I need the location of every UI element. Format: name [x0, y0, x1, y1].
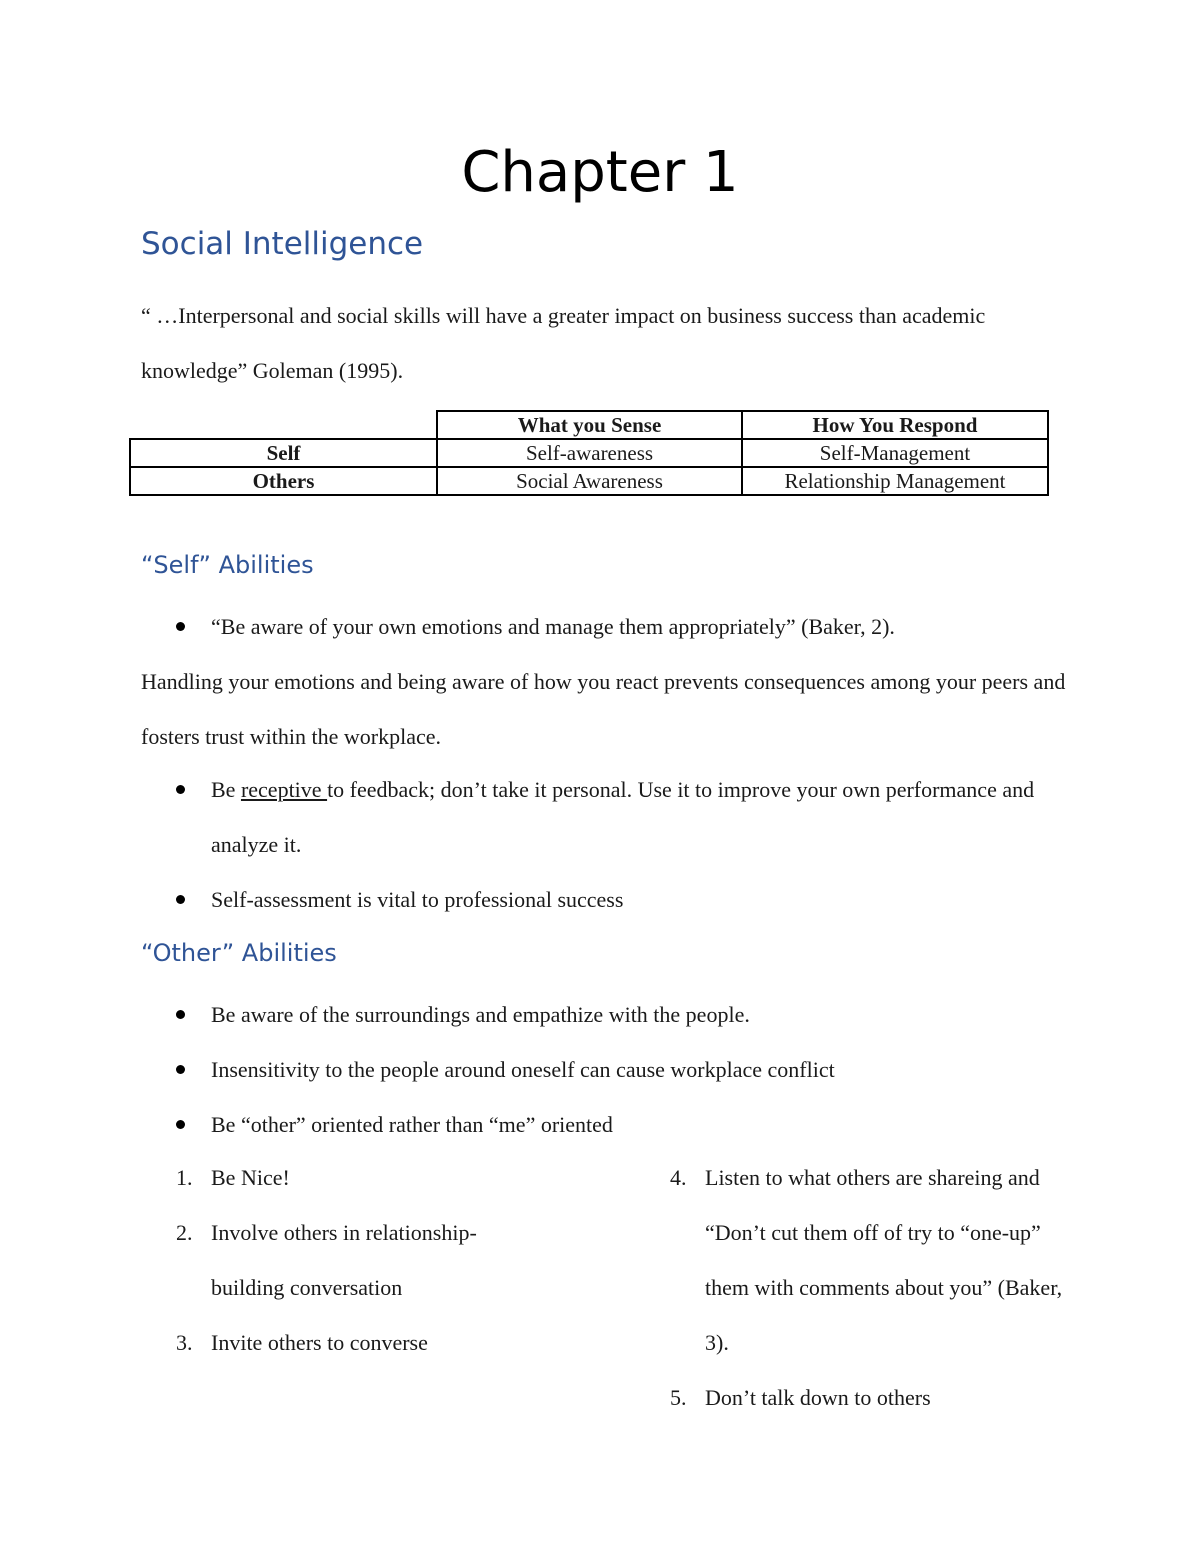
table-corner-cell: [130, 411, 437, 439]
list-item-text-pre: Be: [211, 777, 241, 802]
list-item: [176, 1315, 516, 1370]
section-heading-social-intelligence: Social Intelligence: [141, 226, 424, 262]
list-item: [141, 762, 1071, 872]
self-bullet-list-1: [141, 599, 1071, 654]
table-header-cell: How You Respond: [742, 411, 1048, 439]
list-item-text: Don’t talk down to others: [705, 1385, 931, 1410]
bullet-icon: [176, 622, 185, 631]
list-item-text-post: to feedback; don’t take it personal. Use it to improve your own performance and analyze it.: [211, 777, 1035, 857]
list-item: [141, 987, 1071, 1042]
list-item: [141, 599, 1071, 654]
list-item: [670, 1370, 1070, 1425]
goleman-quote: “ …Interpersonal and social skills will have a greater impact on business success than academic knowledge” Goleman (1995).: [141, 303, 986, 383]
bullet-icon: [176, 785, 185, 794]
list-item: [670, 1150, 1070, 1370]
table-cell: Self-awareness: [437, 439, 742, 467]
numbered-list-right: [670, 1150, 1070, 1425]
list-item-text: Involve others in relationship-building conversation: [211, 1220, 477, 1300]
list-item: [176, 1150, 516, 1205]
table-row: [130, 467, 1048, 495]
section-heading-self-abilities: “Self” Abilities: [141, 551, 314, 579]
list-item-text: “Be aware of your own emotions and manage them appropriately” (Baker, 2).: [211, 614, 895, 639]
table-row: [130, 439, 1048, 467]
bullet-icon: [176, 895, 185, 904]
social-intelligence-table: [129, 410, 1049, 496]
list-item-text: Insensitivity to the people around oneself can cause workplace conflict: [211, 1057, 835, 1082]
bullet-icon: [176, 1120, 185, 1129]
list-number: 2.: [176, 1220, 193, 1245]
page-title: Chapter 1: [461, 140, 739, 205]
list-number: 3.: [176, 1330, 193, 1355]
list-item: [176, 1205, 516, 1315]
underlined-word: receptive: [240, 777, 328, 802]
list-number: 1.: [176, 1165, 193, 1190]
list-item: [141, 1097, 1071, 1152]
list-item: [141, 1042, 1071, 1097]
list-number: 4.: [670, 1165, 687, 1190]
list-item-text: Be “other” oriented rather than “me” oriented: [211, 1112, 613, 1137]
table-header-row: [130, 411, 1048, 439]
list-item-text: Invite others to converse: [211, 1330, 428, 1355]
list-item-text: Listen to what others are shareing and “Don’t cut them off of try to “one-up” them with comments about you” (Baker, 3).: [705, 1165, 1063, 1355]
self-paragraph: Handling your emotions and being aware of how you react prevents consequences among your peers and fosters trust within the workplace.: [141, 669, 1066, 749]
table-cell: Relationship Management: [742, 467, 1048, 495]
table-row-label: Self: [130, 439, 437, 467]
section-heading-other-abilities: “Other” Abilities: [141, 939, 337, 967]
list-item-text: Be aware of the surroundings and empathize with the people.: [211, 1002, 750, 1027]
other-bullet-list: [141, 987, 1071, 1152]
list-item-text: Be Nice!: [211, 1165, 290, 1190]
table-header-cell: What you Sense: [437, 411, 742, 439]
table-cell: Self-Management: [742, 439, 1048, 467]
table-cell: Social Awareness: [437, 467, 742, 495]
list-number: 5.: [670, 1385, 687, 1410]
table-row-label: Others: [130, 467, 437, 495]
bullet-icon: [176, 1065, 185, 1074]
list-item: [141, 872, 1071, 927]
list-item-text: Self-assessment is vital to professional success: [211, 887, 624, 912]
bullet-icon: [176, 1010, 185, 1019]
numbered-list-left: [176, 1150, 516, 1370]
self-bullet-list-2: [141, 762, 1071, 927]
